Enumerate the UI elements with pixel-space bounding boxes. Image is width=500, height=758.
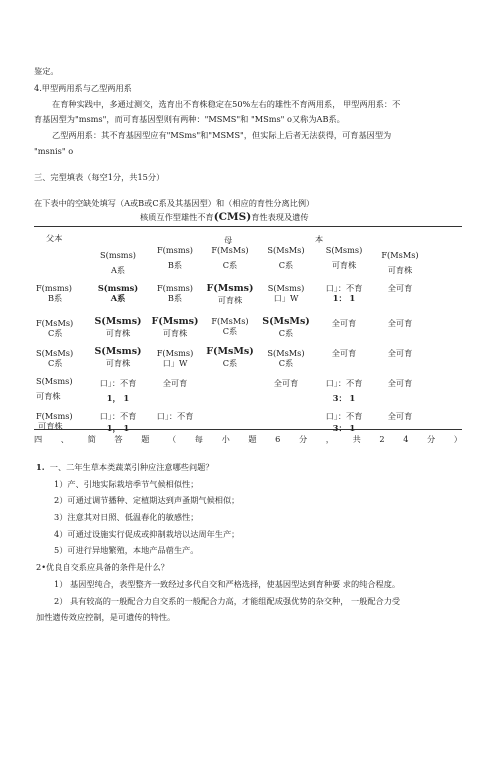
intro-line-4: 育基因型为"msms"，而可育基因型则有两种："MSMS"和 "MSms" o又称为AB系。 xyxy=(34,114,345,124)
q1-title: 1. 一、二年生草本类蔬菜引种应注意哪些问题？ xyxy=(36,462,214,472)
intro-line-6: "msnis" o xyxy=(34,146,74,156)
col-header-2: F(msms) B系 xyxy=(156,245,193,271)
intro-line-1: 鉴定。 xyxy=(34,66,59,76)
row2-cell-1: S(Msms) 可育株 xyxy=(94,316,142,338)
row2-cell-3: F(MsMs) C系 xyxy=(211,316,249,337)
section4-title: 四 、 简 答 题 （ 每 小 题 6 分 ， 共 2 4 分 ） xyxy=(34,434,462,444)
row3-father: S(MsMs) C系 xyxy=(36,348,74,369)
row1-cell-2: F(msms) B系 xyxy=(156,283,193,304)
row5-cell-1: 口」：不育 1， 1 xyxy=(99,411,137,434)
row2-cell-2: F(Msms) 可育株 xyxy=(151,316,199,338)
col-header-3: F(MsMs) C系 xyxy=(211,245,249,271)
col-header-6: F(MsMs) 可育株 xyxy=(381,250,419,276)
q2-answer-1: 1） 基因型纯合，表型整齐一致经过多代自交和严格选择，使基因型达到育种要 求的纯合程度。 xyxy=(54,579,401,589)
q2-answer-2b: 加性遗传效应控制，是可遗传的特性。 xyxy=(36,612,176,622)
col-header-5: S(Msms) 可育株 xyxy=(325,245,363,271)
row1-cell-3: F(Msms) 可育株 xyxy=(206,283,254,305)
row2-cell-4: S(MsMs) C系 xyxy=(262,316,310,338)
q2-answer-2a: 2） 具有较高的一般配合力自交系的一般配合力高，才能组配成强优势的杂交种， 一般配合力受 xyxy=(54,596,401,606)
header-mother-2: 本 xyxy=(315,234,324,244)
col-header-4: S(MsMs) C系 xyxy=(267,245,305,271)
q1-item-5: 5）可进行异地繁殖，本地产品蓿生产。 xyxy=(54,545,199,555)
header-mother-1: 母 xyxy=(224,235,233,245)
intro-line-3: 在育种实践中，多通过测交，选育出不育株稳定在50%左右的雄性不育两用系， 甲型两用系：不 xyxy=(52,99,401,109)
row3-cell-5: 全可育 xyxy=(331,348,357,358)
row5-cell-2: 口」：不育 xyxy=(156,411,194,421)
row4-cell-1: 口」：不育 1， 1 xyxy=(99,378,137,404)
row1-cell-6: 全可育 xyxy=(387,283,413,293)
row1-cell-1: S(msms) A系 xyxy=(97,283,139,304)
table-title xyxy=(140,211,309,224)
row5-father: F(Msms) 可育株 xyxy=(36,411,73,432)
q1-item-4: 4）可通过设施实行促成或抑制栽培以达周年生产； xyxy=(54,529,240,539)
row4-cell-2: 全可育 xyxy=(162,378,188,388)
row5-cell-6: 全可育 xyxy=(387,411,413,421)
intro-heading: 4.甲型两用系与乙型两用系 xyxy=(34,83,132,93)
row4-cell-6: 全可育 xyxy=(387,378,413,388)
row3-cell-2: F(Msms) 口」W xyxy=(156,348,194,369)
table-top-rule xyxy=(34,226,462,227)
row2-cell-5: 全可育 xyxy=(331,318,357,328)
row1-cell-5: 口」：不育 1： 1 xyxy=(325,283,363,304)
table-title-part-a: 核质互作型雄性不育 xyxy=(140,212,214,222)
header-father: 父本 xyxy=(46,233,63,243)
q1-item-2: 2）可通过调节播种、定植期达到声蚤期气候相似； xyxy=(54,495,240,505)
row4-cell-5: 口」：不育 3： 1 xyxy=(325,378,363,404)
section3-title: 三、完型填表（每空1分，共15分） xyxy=(34,172,165,182)
row1-father: F(msms) B系 xyxy=(36,283,73,304)
row4-cell-4: 全可育 xyxy=(273,378,299,388)
row3-cell-3: F(MsMs) C系 xyxy=(206,346,254,368)
q2-title: 2•优良自交系应具备的条件是什么？ xyxy=(36,562,169,572)
row4-father: S(Msms) 可育株 xyxy=(36,376,73,402)
row2-father: F(MsMs) C系 xyxy=(36,318,74,339)
row2-cell-6: 全可育 xyxy=(387,318,413,328)
q1-item-1: 1）产、引地实际栽培季节气候相似性； xyxy=(54,479,199,489)
section3-instruction: 在下表中的空缺处填写（A或B或C系及其基因型）和（相应的育性分离比例） xyxy=(34,198,315,208)
col-header-1: S(msms) A系 xyxy=(100,250,136,276)
intro-line-5: 乙型两用系：其不育基因型应有"MSms"和"MSMS"，但实际上后者无法获得，可育基因型为 xyxy=(52,130,392,140)
row3-cell-6: 全可育 xyxy=(387,348,413,358)
row3-cell-4: S(MsMs) C系 xyxy=(267,348,305,369)
q1-item-3: 3）注意其对日照、低温春化的敏感性； xyxy=(54,512,199,522)
table-title-part-b: (CMS) xyxy=(213,211,252,223)
row1-cell-4: S(Msms) 口」W xyxy=(267,283,305,304)
table-title-part-c: 育性表现及遗传 xyxy=(251,212,309,222)
row3-cell-1: S(Msms) 可育株 xyxy=(94,346,142,368)
row5-cell-5: 口」：不育 3： 1 xyxy=(325,411,363,434)
